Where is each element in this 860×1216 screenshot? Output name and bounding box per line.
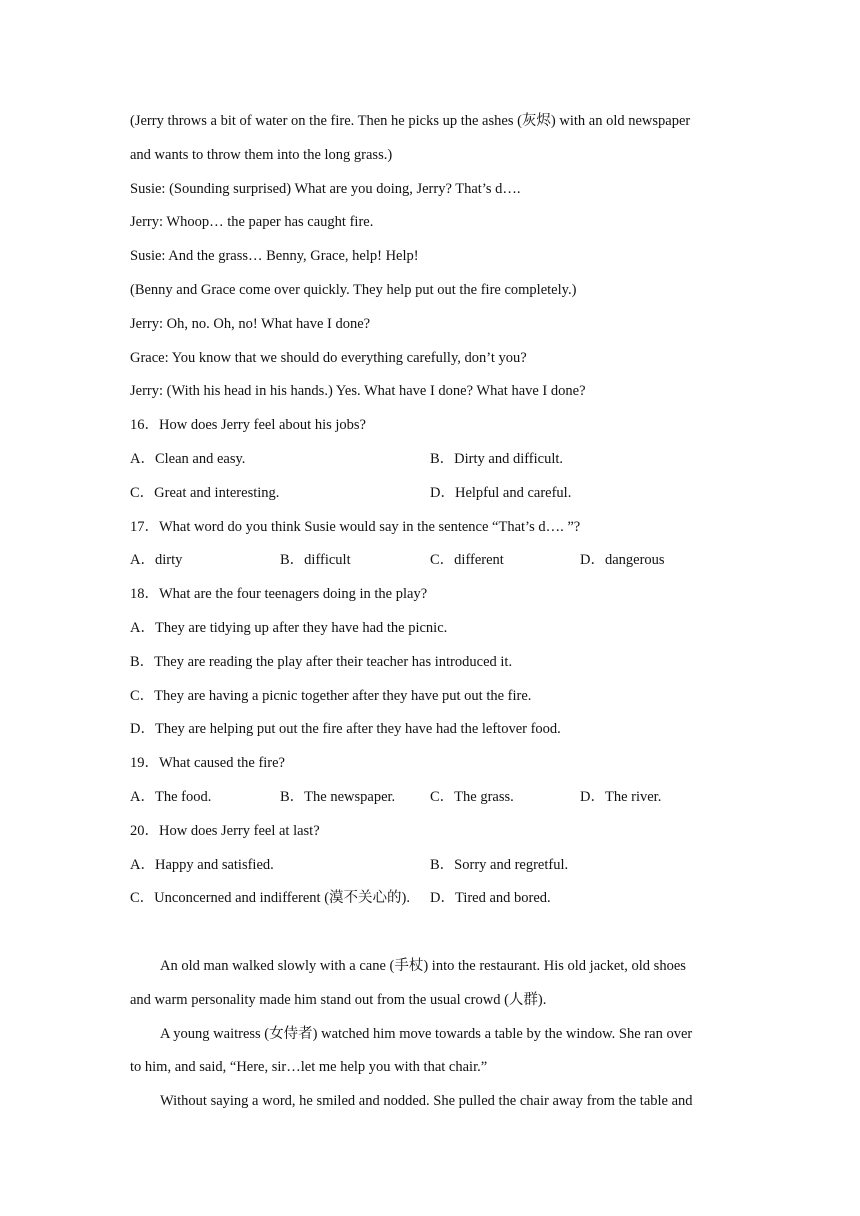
question-20-options-row-2 [130,882,730,916]
section-gap [130,916,730,950]
dialogue-line: (Jerry throws a bit of water on the fire. Then he picks up the ashes (灰烬) with an old newspaper [130,113,691,129]
option-c: C．Great and interesting. [130,484,280,501]
question-18: 18．What are the four teenagers doing in the play? [130,586,428,603]
option-d: D．They are helping put out the fire after they have had the leftover food. [130,721,561,738]
question-20: 20．How does Jerry feel at last? [130,822,320,839]
option-d: D．Helpful and careful. [430,484,572,501]
option-a: A．The food. [130,788,212,805]
option-a: A．Happy and satisfied. [130,856,274,873]
option-c: C．They are having a picnic together after they have put out the fire. [130,687,532,704]
dialogue-line: Jerry: Whoop… the paper has caught fire. [130,214,374,231]
option-a: A．Clean and easy. [130,450,246,467]
dialogue-line: Susie: (Sounding surprised) What are you doing, Jerry? That’s d…. [130,180,521,197]
option-a: A．They are tidying up after they have had the picnic. [130,619,448,636]
dialogue-line: and wants to throw them into the long grass.) [130,146,393,163]
passage-line: A young waitress (女侍者) watched him move towards a table by the window. She ran over [160,1025,693,1042]
option-c: C．different [430,552,504,569]
passage-line: An old man walked slowly with a cane (手杖) into the restaurant. His old jacket, old shoes [160,957,686,974]
document-page [130,105,730,1119]
passage-line: Without saying a word, he smiled and nodded. She pulled the chair away from the table and [160,1093,693,1110]
option-d: D．dangerous [580,552,665,569]
option-b: B．Dirty and difficult. [430,450,564,467]
option-b: B．Sorry and regretful. [430,856,569,873]
dialogue-line: Grace: You know that we should do everything carefully, don’t you? [130,349,527,366]
dialogue-line: Susie: And the grass… Benny, Grace, help! Help! [130,248,419,265]
question-19-options [130,781,730,815]
dialogue-line: Jerry: (With his head in his hands.) Yes. What have I done? What have I done? [130,383,586,400]
question-16-options-row-2 [130,477,730,511]
question-16: 16．How does Jerry feel about his jobs? [130,417,366,434]
question-17-options [130,544,730,578]
dialogue-line: (Benny and Grace come over quickly. They help put out the fire completely.) [130,281,577,298]
question-19: 19．What caused the fire? [130,755,285,772]
option-b: B．difficult [280,552,351,569]
passage-line: to him, and said, “Here, sir…let me help you with that chair.” [130,1059,488,1076]
question-20-options-row-1 [130,849,730,883]
question-16-options-row-1 [130,443,730,477]
option-c: C．Unconcerned and indifferent (漠不关心的). [130,890,410,907]
dialogue-line: Jerry: Oh, no. Oh, no! What have I done? [130,315,371,332]
option-b: B．They are reading the play after their teacher has introduced it. [130,653,513,670]
option-d: D．Tired and bored. [430,890,551,907]
option-c: C．The grass. [430,788,514,805]
option-d: D．The river. [580,788,662,805]
question-17: 17．What word do you think Susie would say in the sentence “That’s d…. ”? [130,518,581,535]
option-b: B．The newspaper. [280,788,396,805]
option-a: A．dirty [130,552,183,569]
passage-line: and warm personality made him stand out from the usual crowd (人群). [130,991,547,1008]
